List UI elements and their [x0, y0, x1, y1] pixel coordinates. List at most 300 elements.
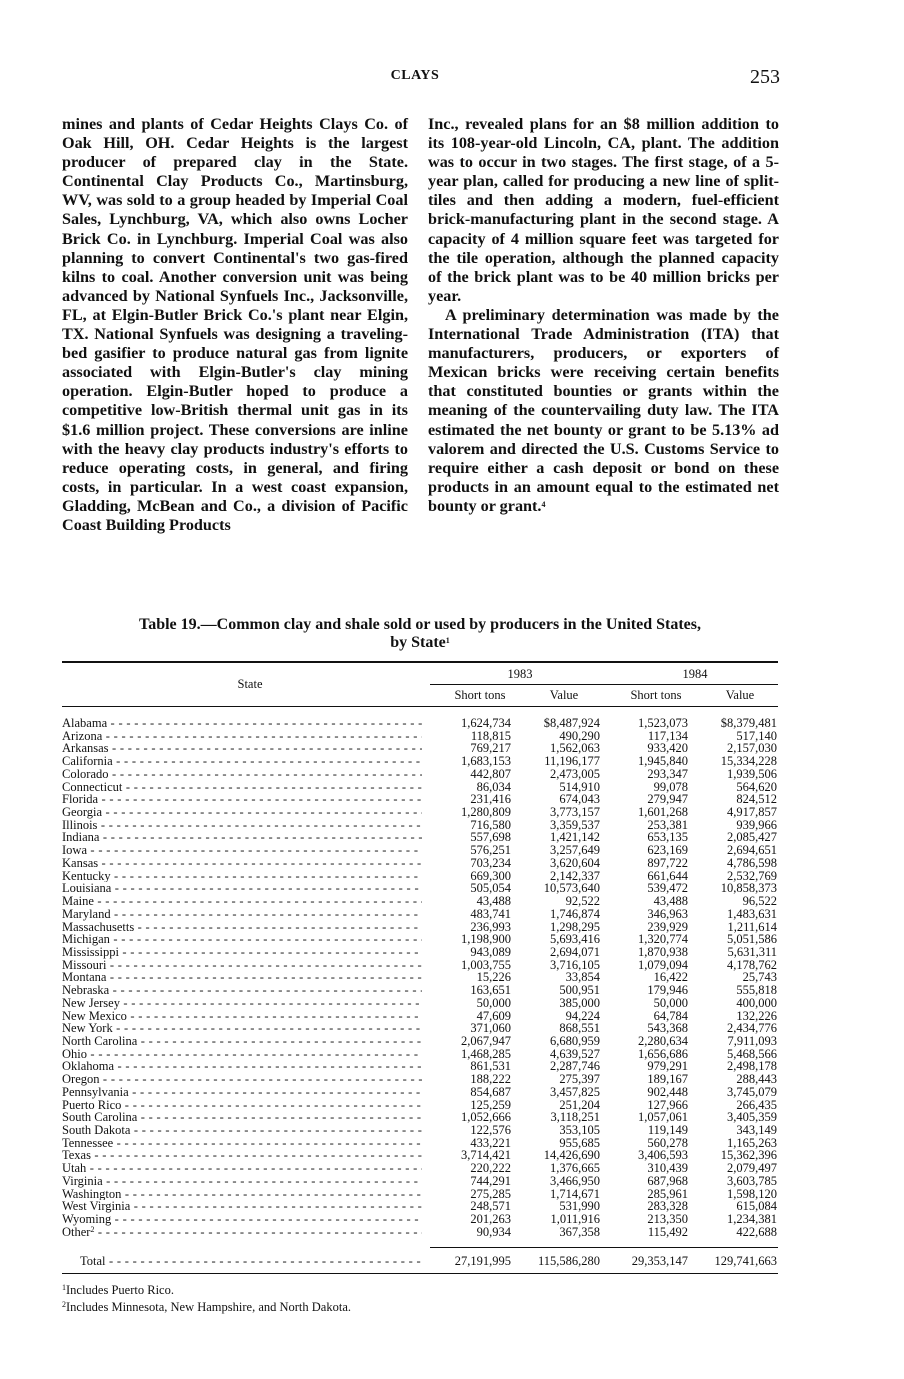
value-1984-cell: 400,000: [736, 995, 777, 1010]
state-name: Montana: [62, 971, 107, 985]
state-name: New Mexico: [62, 1009, 127, 1023]
state-cell: [62, 742, 422, 755]
value-1983-cell: 2,287,746: [550, 1059, 600, 1074]
footnote-mark: 2: [62, 1300, 66, 1309]
tons-1984-cell: 653,135: [647, 830, 688, 845]
tons-1983-cell: 201,263: [470, 1212, 511, 1227]
value-1984-cell: 15,362,396: [720, 1148, 777, 1163]
tons-1983-cell: 505,054: [470, 881, 511, 896]
state-name: Oregon: [62, 1073, 100, 1086]
tons-1983-cell: 1,052,666: [461, 1110, 511, 1125]
value-1984-cell: 1,234,381: [727, 1212, 777, 1227]
tons-1984-cell: 902,448: [647, 1084, 688, 1099]
state-name: Kentucky: [62, 869, 111, 883]
value-1983-cell: 3,118,251: [550, 1110, 600, 1125]
table-caption-line: [62, 634, 778, 652]
value-1984-cell: 2,157,030: [727, 741, 777, 756]
tons-1983-cell: 50,000: [476, 995, 511, 1010]
state-name: Colorado: [62, 767, 109, 781]
value-1984-cell: 5,631,311: [727, 944, 777, 959]
state-cell: [62, 1010, 422, 1023]
tons-1984-cell: 1,601,268: [638, 805, 688, 820]
state-cell: [62, 895, 422, 908]
table-row: [62, 908, 778, 921]
tons-1984-cell: 2,280,634: [638, 1033, 688, 1048]
value-1984-cell: 615,084: [736, 1199, 777, 1214]
tons-1983-cell: 188,222: [470, 1072, 511, 1087]
state-name: Mississippi: [62, 945, 119, 959]
table-row: [62, 844, 778, 857]
tons-1984-cell: 179,946: [647, 983, 688, 998]
state-cell: [62, 997, 422, 1010]
tons-1984-cell: 283,328: [647, 1199, 688, 1214]
tons-1984-cell: 279,947: [647, 792, 688, 807]
footnote-ref: 4: [541, 499, 546, 509]
value-1984-cell: 422,688: [736, 1224, 777, 1239]
running-title: CLAYS: [390, 68, 440, 83]
value-1983-cell: 1,421,142: [550, 830, 600, 845]
value-1984-cell: 555,818: [736, 983, 777, 998]
table-row: [62, 997, 778, 1010]
state-name: Connecticut: [62, 780, 123, 794]
state-name: Texas: [62, 1149, 91, 1163]
state-cell: [62, 870, 422, 883]
value-1983-cell: $8,487,924: [543, 716, 600, 730]
state-name: Maryland: [62, 907, 111, 921]
paragraph: Inc., revealed plans for an $8 million addition to its 108-year-old Lincoln, CA, plant. The addition was to occur in two stages. The first stage, of a 5-year plan, called for producing a new line of split-tiles and then adding a modern, fuel-efficient brick-manufacturing plant in the second stage. A capacity of 4 million square feet was targeted for the tile operation, although the planned capacity of the brick plant was to be 40 million bricks per year.: [428, 115, 779, 305]
value-1984-cell: 132,226: [736, 1008, 777, 1023]
state-cell: [62, 781, 422, 794]
value-1983-cell: 3,716,105: [550, 957, 600, 972]
running-head: [0, 66, 904, 90]
state-name: Georgia: [62, 806, 103, 819]
table-top-rule: [62, 661, 778, 663]
value-1983-cell: 1,746,874: [550, 906, 600, 921]
total-label: Total - - -: [80, 1254, 422, 1268]
tons-1984-cell: 539,472: [647, 881, 688, 896]
state-name: Arkansas: [62, 742, 109, 756]
tons-1983-cell: 1,198,900: [461, 932, 511, 947]
table-bottom-rule: [62, 1273, 778, 1274]
column-header-tons-1983: Short tons: [454, 688, 506, 702]
value-1983-cell: 3,466,950: [550, 1173, 600, 1188]
tons-1983-cell: 3,714,421: [461, 1148, 511, 1163]
state-name: Florida: [62, 793, 99, 807]
state-name: Michigan: [62, 933, 110, 946]
state-name: Pennsylvania: [62, 1085, 129, 1099]
state-name: North Carolina: [62, 1034, 138, 1048]
value-1984-cell: 1,211,614: [727, 919, 777, 934]
state-cell: [62, 768, 422, 781]
tons-1984-cell: 50,000: [653, 995, 688, 1010]
tons-1984-cell: 1,057,061: [638, 1110, 688, 1125]
state-cell: [62, 1162, 422, 1175]
tons-1984-cell: 253,381: [647, 817, 688, 832]
footnotes: [62, 1282, 351, 1316]
state-cell: [62, 730, 422, 743]
value-1984-cell: 4,786,598: [727, 855, 777, 870]
table-row: [62, 946, 778, 959]
tons-1983-cell: 483,741: [470, 906, 511, 921]
tons-1983-cell: 125,259: [470, 1097, 511, 1112]
tons-1984-cell: 43,488: [653, 894, 688, 909]
value-1984-cell: 3,603,785: [727, 1173, 777, 1188]
state-name: Missouri: [62, 958, 107, 972]
paragraph: [428, 306, 779, 516]
table-row: [62, 1226, 778, 1239]
value-1984-cell: 1,165,263: [727, 1135, 777, 1150]
state-name: Oklahoma: [62, 1060, 115, 1074]
tons-1983-cell: 1,624,734: [461, 716, 511, 730]
value-1983-cell: 3,773,157: [550, 805, 600, 820]
table-row: [62, 717, 778, 730]
tons-1983-cell: 163,651: [470, 983, 511, 998]
value-1984-cell: 2,434,776: [727, 1021, 777, 1036]
state-cell: [62, 806, 422, 819]
state-name: West Virginia: [62, 1200, 131, 1214]
table-body: [62, 717, 778, 1238]
state-name: Louisiana: [62, 882, 112, 896]
value-1983-cell: 3,359,537: [550, 817, 600, 832]
value-1983-cell: 3,257,649: [550, 843, 600, 858]
value-1983-cell: 353,105: [559, 1123, 600, 1137]
table-row: [62, 984, 778, 997]
state-cell: [62, 984, 422, 997]
value-1983-cell: 1,376,665: [550, 1161, 600, 1176]
state-cell: [62, 831, 422, 844]
value-1983-cell: 4,639,527: [550, 1046, 600, 1061]
tons-1983-cell: 442,807: [470, 766, 511, 781]
tons-1984-cell: 117,134: [647, 728, 688, 743]
value-1984-cell: 2,532,769: [727, 868, 777, 883]
body-text-left-column: [62, 115, 408, 535]
state-cell: [62, 1111, 422, 1124]
table-row: [62, 1086, 778, 1099]
tons-1984-cell: 933,420: [647, 741, 688, 756]
value-1984-cell: 1,483,631: [727, 906, 777, 921]
tons-1983-cell: 231,416: [470, 792, 511, 807]
state-cell: [62, 959, 422, 972]
state-name: Alabama: [62, 717, 108, 730]
value-1983-cell: 385,000: [559, 995, 600, 1010]
value-1984-cell: 2,694,651: [727, 843, 777, 858]
state-cell: [62, 933, 422, 946]
state-cell: [62, 1022, 422, 1035]
tons-1984-cell: 1,945,840: [638, 754, 688, 769]
footnote-text: Includes Minnesota, New Hampshire, and North Dakota.: [66, 1300, 351, 1314]
paragraph-text: A preliminary determination was made by the International Trade Administration (ITA) that manufacturers, producers, or exporters of Mexican bricks were receiving certain benefits that constituted bounties or grants within the meaning of the countervailing duty law. The ITA estimated the net bounty or grant to be 5.13% ad valorem and directed the U.S. Customs Service to require either a cash deposit or bond on these products in an amount equal to the estimated net bounty or grant.: [428, 305, 779, 515]
table-caption-text: by State: [390, 634, 446, 651]
table-row: [62, 755, 778, 768]
state-name: Illinois: [62, 818, 98, 832]
tons-1983-cell: 557,698: [470, 830, 511, 845]
value-1983-cell: 3,457,825: [550, 1084, 600, 1099]
value-1984-cell: 4,917,857: [727, 805, 777, 820]
tons-1983-cell: 769,217: [470, 741, 511, 756]
tons-1984-cell: 1,079,094: [638, 957, 688, 972]
state-cell: [62, 717, 422, 730]
page-number: 253: [750, 66, 780, 88]
tons-1984-cell: 346,963: [647, 906, 688, 921]
value-1984-cell: 824,512: [736, 792, 777, 807]
tons-1983-cell: 861,531: [470, 1059, 511, 1074]
tons-1983-cell: 122,576: [470, 1123, 511, 1137]
value-1983-cell: 11,196,177: [544, 754, 600, 769]
total-rule: [430, 1247, 778, 1248]
tons-1983-cell: 669,300: [470, 868, 511, 883]
value-1984-cell: 7,911,093: [727, 1033, 777, 1048]
tons-1983-cell: 1,468,285: [461, 1046, 511, 1061]
value-1984-cell: 2,085,427: [727, 830, 777, 845]
body-text-right-column: [428, 115, 779, 516]
state-cell: [62, 844, 422, 857]
header-bottom-rule: [62, 706, 778, 707]
value-1983-cell: 33,854: [565, 970, 600, 985]
tons-1984-cell: 897,722: [647, 855, 688, 870]
column-header-tons-1984: Short tons: [630, 688, 682, 702]
state-cell: [62, 1188, 422, 1201]
tons-1983-cell: 236,993: [470, 919, 511, 934]
table-row: [62, 895, 778, 908]
value-1983-cell: 1,011,916: [550, 1212, 600, 1227]
state-cell: [62, 755, 422, 768]
tons-1984-cell: 115,492: [647, 1224, 688, 1239]
column-header-value-1983: Value: [549, 688, 579, 702]
table-row: [62, 806, 778, 819]
total-value-1984: 129,741,663: [714, 1254, 777, 1268]
value-1984-cell: 517,140: [736, 728, 777, 743]
value-1984-cell: 2,079,497: [727, 1161, 777, 1176]
state-cell: [62, 1213, 422, 1226]
value-1983-cell: 2,694,071: [550, 944, 600, 959]
state-cell: [62, 1060, 422, 1073]
state-cell: [62, 1226, 422, 1239]
table-row: [62, 1162, 778, 1175]
tons-1984-cell: 293,347: [647, 766, 688, 781]
table-caption-line: Table 19.—Common clay and shale sold or used by producers in the United States,: [139, 616, 701, 633]
state-name: Massachusetts: [62, 920, 135, 934]
value-1983-cell: 3,620,604: [550, 855, 600, 870]
tons-1984-cell: 239,929: [647, 919, 688, 934]
state-cell: [62, 921, 422, 934]
state-name: Other: [62, 1225, 91, 1239]
tons-1983-cell: 90,934: [476, 1224, 511, 1239]
state-name: Iowa: [62, 844, 87, 857]
tons-1983-cell: 248,571: [470, 1199, 511, 1214]
tons-1984-cell: 979,291: [647, 1059, 688, 1074]
state-cell: [62, 1200, 422, 1213]
value-1984-cell: 3,405,359: [727, 1110, 777, 1125]
value-1983-cell: 531,990: [559, 1199, 600, 1214]
tons-1983-cell: 703,234: [470, 855, 511, 870]
tons-1984-cell: 560,278: [647, 1135, 688, 1150]
state-name: Arizona: [62, 729, 103, 743]
tons-1984-cell: 16,422: [653, 970, 688, 985]
table-row: [62, 1213, 778, 1226]
state-cell: [62, 908, 422, 921]
state-name: Utah: [62, 1162, 87, 1175]
state-name: Puerto Rico: [62, 1098, 122, 1112]
total-tons-1983: 27,191,995: [454, 1254, 511, 1268]
tons-1983-cell: 943,089: [470, 944, 511, 959]
footnote-ref: 2: [90, 1225, 95, 1234]
tons-1984-cell: 310,439: [647, 1161, 688, 1176]
tons-1983-cell: 2,067,947: [461, 1033, 511, 1048]
value-1983-cell: 490,290: [559, 728, 600, 743]
value-1984-cell: 1,598,120: [727, 1186, 777, 1201]
value-1983-cell: 1,714,671: [550, 1186, 600, 1201]
tons-1983-cell: 220,222: [470, 1161, 511, 1176]
tons-1984-cell: 119,149: [647, 1123, 688, 1137]
value-1983-cell: 94,224: [565, 1008, 600, 1023]
tons-1983-cell: 118,815: [470, 728, 511, 743]
table-caption: [62, 616, 778, 652]
tons-1983-cell: 1,003,755: [461, 957, 511, 972]
tons-1984-cell: 543,368: [647, 1021, 688, 1036]
state-cell: [62, 793, 422, 806]
tons-1983-cell: 47,609: [476, 1008, 511, 1023]
tons-1984-cell: 687,968: [647, 1173, 688, 1188]
table-row: [62, 1035, 778, 1048]
value-1984-cell: 564,620: [736, 779, 777, 794]
paragraph: mines and plants of Cedar Heights Clays Co. of Oak Hill, OH. Cedar Heights is the largest producer of prepared clay in the State. Continental Clay Products Co., Martinsburg, WV, was sold to a group headed by Imperial Coal Sales, Lynchburg, VA, which also owns Locher Brick Co. in Lynchburg. Imperial Coal was also planning to convert Continental's two gas-fired kilns to coal. Another conversion unit was being advanced by National Synfuels Inc., Jacksonville, FL, at Elgin-Butler Brick Co.'s plant near Elgin, TX. National Synfuels was designing a traveling-bed gasifier to produce natural gas from lignite associated with Elgin-Butler's clay mining operation. Elgin-Butler hoped to produce a competitive low-British thermal unit gas in its $1.6 million project. These conversions are inline with the heavy clay products industry's efforts to reduce operating costs, in general, and firing costs, in particular. In a west coast expansion, Gladding, McBean and Co., a division of Pacific Coast Building Products: [62, 115, 408, 534]
state-name: South Dakota: [62, 1124, 131, 1137]
value-1984-cell: 2,498,178: [727, 1059, 777, 1074]
value-1983-cell: 5,693,416: [550, 932, 600, 947]
footnote: [62, 1299, 351, 1316]
state-cell: [62, 1048, 422, 1061]
value-1983-cell: 2,142,337: [550, 868, 600, 883]
state-cell: [62, 1175, 422, 1188]
value-1984-cell: 15,334,228: [720, 754, 777, 769]
footnote: [62, 1282, 351, 1299]
state-name: California: [62, 755, 113, 768]
tons-1984-cell: 1,870,938: [638, 944, 688, 959]
value-1983-cell: 1,562,063: [550, 741, 600, 756]
tons-1984-cell: 1,656,686: [638, 1046, 688, 1061]
state-cell: [62, 1124, 422, 1137]
tons-1983-cell: 716,580: [470, 817, 511, 832]
column-header-year-1984: 1984: [682, 667, 708, 681]
tons-1984-cell: 99,078: [653, 779, 688, 794]
state-name: Tennessee: [62, 1136, 114, 1150]
tons-1984-cell: 1,523,073: [638, 716, 688, 730]
state-cell: [62, 1035, 422, 1048]
value-1983-cell: 514,910: [559, 779, 600, 794]
state-name: New York: [62, 1022, 113, 1035]
state-name: Nebraska: [62, 984, 110, 997]
value-1983-cell: 6,680,959: [550, 1033, 600, 1048]
value-1984-cell: 5,051,586: [727, 932, 777, 947]
tons-1983-cell: 1,683,153: [461, 754, 511, 769]
value-1984-cell: 10,858,373: [720, 881, 777, 896]
column-header-year-1983: 1983: [507, 667, 533, 681]
tons-1983-cell: 744,291: [470, 1173, 511, 1188]
state-name: South Carolina: [62, 1111, 138, 1125]
tons-1983-cell: 1,280,809: [461, 805, 511, 820]
table-row: [62, 1124, 778, 1137]
column-header-state: State: [237, 677, 263, 691]
state-cell: [62, 971, 422, 984]
tons-1983-cell: 86,034: [476, 779, 511, 794]
total-value-1983: 115,586,280: [537, 1254, 600, 1268]
table-total-row: [62, 1254, 778, 1268]
value-1984-cell: 5,468,566: [727, 1046, 777, 1061]
tons-1984-cell: 661,644: [647, 868, 688, 883]
value-1983-cell: 955,685: [559, 1135, 600, 1150]
state-name: Indiana: [62, 831, 100, 845]
state-cell: [62, 819, 422, 832]
value-1984-cell: 1,939,506: [727, 766, 777, 781]
value-1984-cell: 266,435: [736, 1097, 777, 1112]
state-cell: [62, 857, 422, 870]
value-1984-cell: 3,745,079: [727, 1084, 777, 1099]
tons-1984-cell: 3,406,593: [638, 1148, 688, 1163]
state-name: Kansas: [62, 856, 99, 870]
value-1984-cell: 939,966: [736, 817, 777, 832]
value-1984-cell: 96,522: [742, 894, 777, 909]
footnote-mark: 1: [62, 1283, 66, 1292]
value-1983-cell: 92,522: [565, 894, 600, 909]
value-1984-cell: 288,443: [736, 1072, 777, 1087]
table-row: [62, 1073, 778, 1086]
tons-1983-cell: 15,226: [476, 970, 511, 985]
state-name: Maine: [62, 895, 94, 908]
state-cell: [62, 1086, 422, 1099]
tons-1984-cell: 213,350: [647, 1212, 688, 1227]
tons-1983-cell: 576,251: [470, 843, 511, 858]
state-name: Wyoming: [62, 1213, 112, 1226]
tons-1983-cell: 854,687: [470, 1084, 511, 1099]
year-header-rule: [430, 684, 778, 685]
state-cell: [62, 946, 422, 959]
tons-1984-cell: 127,966: [647, 1097, 688, 1112]
value-1983-cell: 275,397: [559, 1072, 600, 1087]
state-name: New Jersey: [62, 996, 120, 1010]
column-header-value-1984: Value: [725, 688, 755, 702]
tons-1983-cell: 43,488: [476, 894, 511, 909]
table-row: [62, 1175, 778, 1188]
value-1984-cell: 343,149: [736, 1123, 777, 1137]
value-1984-cell: 4,178,762: [727, 957, 777, 972]
tons-1983-cell: 433,221: [470, 1135, 511, 1150]
footnote-text: Includes Puerto Rico.: [66, 1283, 174, 1297]
table-row: [62, 857, 778, 870]
value-1983-cell: 868,551: [559, 1021, 600, 1036]
state-name: Virginia: [62, 1174, 103, 1188]
value-1983-cell: 14,426,690: [543, 1148, 600, 1163]
total-tons-1984: 29,353,147: [631, 1254, 688, 1268]
value-1983-cell: 500,951: [559, 983, 600, 998]
value-1984-cell: $8,379,481: [720, 716, 777, 730]
value-1983-cell: 367,358: [559, 1224, 600, 1239]
footnote-ref: 1: [445, 636, 450, 645]
tons-1984-cell: 623,169: [647, 843, 688, 858]
value-1983-cell: 2,473,005: [550, 766, 600, 781]
state-cell: [62, 1099, 422, 1112]
value-1984-cell: 25,743: [742, 970, 777, 985]
tons-1984-cell: 64,784: [653, 1008, 688, 1023]
tons-1984-cell: 285,961: [647, 1186, 688, 1201]
value-1983-cell: 674,043: [559, 792, 600, 807]
state-cell: [62, 1073, 422, 1086]
state-name: Ohio: [62, 1047, 87, 1061]
table-row: [62, 768, 778, 781]
state-cell: [62, 882, 422, 895]
tons-1983-cell: 371,060: [470, 1021, 511, 1036]
tons-1983-cell: 275,285: [470, 1186, 511, 1201]
state-name: Washington: [62, 1187, 122, 1201]
